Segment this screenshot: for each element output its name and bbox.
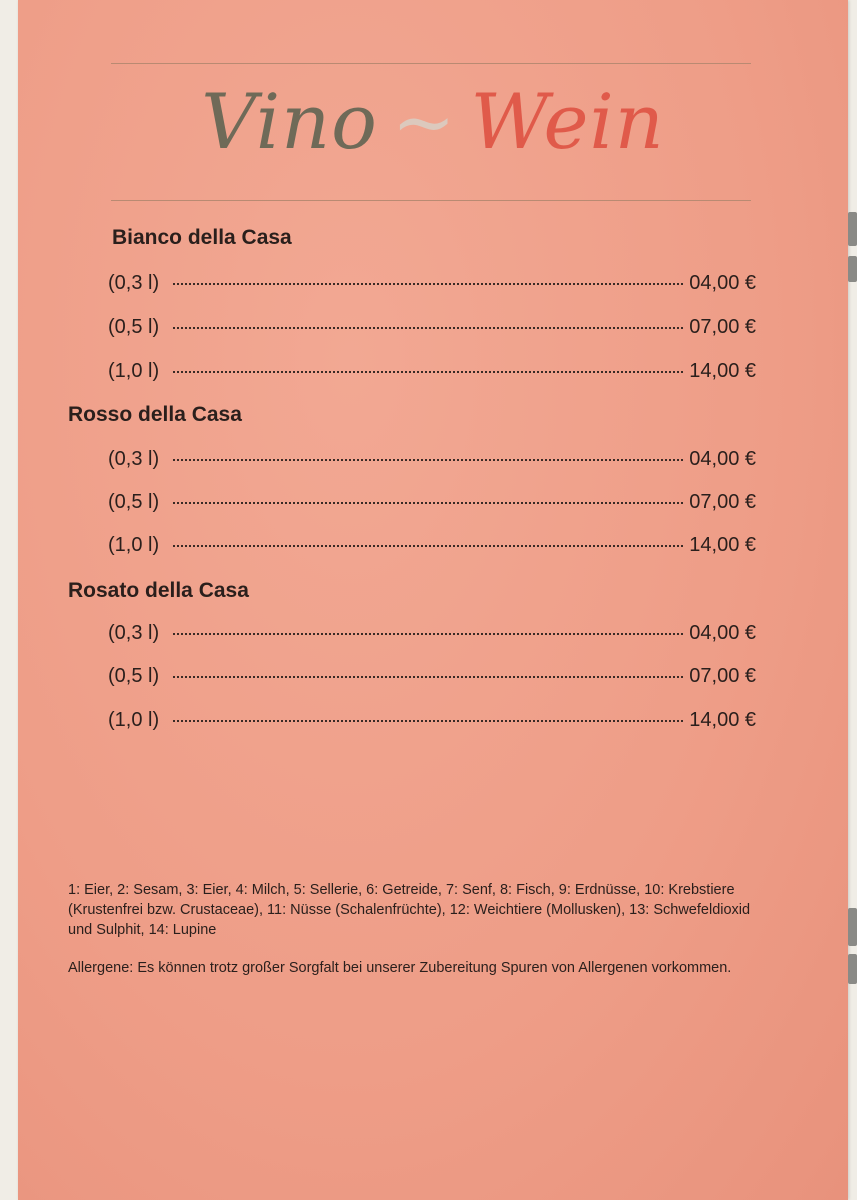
price-label: 07,00 €: [689, 665, 756, 687]
binder-clip: [848, 908, 857, 946]
price-row: [108, 360, 756, 388]
title-vino: Vino: [201, 77, 378, 166]
size-label: (1,0 l): [108, 534, 160, 556]
size-label: (0,3 l): [108, 622, 160, 644]
title-wein: Wein: [470, 77, 665, 166]
dot-leader: [173, 283, 683, 285]
allergen-list: 1: Eier, 2: Sesam, 3: Eier, 4: Milch, 5: Sellerie, 6: Getreide, 7: Senf, 8: Fisch, 9: Erdnüsse, 10: Krebstiere (Krustenfrei bzw. Crustaceae), 11: Nüsse (Schalenfrüchte), 12: Weichtiere (Mollusken), 13: Schwefeldioxid und Sulphit, 14: Lupine: [68, 882, 751, 938]
dot-leader: [173, 459, 683, 461]
price-row: [108, 316, 756, 344]
top-divider: [111, 63, 751, 64]
size-label: (0,5 l): [108, 665, 160, 687]
price-row: [108, 709, 756, 737]
price-label: 14,00 €: [689, 534, 756, 556]
dot-leader: [173, 327, 683, 329]
dot-leader: [173, 633, 683, 635]
dot-leader: [173, 545, 683, 547]
page-title: [18, 72, 848, 172]
size-label: (0,3 l): [108, 448, 160, 470]
binder-clip: [848, 954, 857, 984]
price-row: [108, 534, 756, 562]
price-label: 04,00 €: [689, 272, 756, 294]
price-label: 07,00 €: [689, 316, 756, 338]
title-separator: ~: [391, 77, 457, 166]
dot-leader: [173, 371, 683, 373]
size-label: (0,3 l): [108, 272, 160, 294]
section-title-rosso: Rosso della Casa: [68, 403, 242, 426]
price-label: 14,00 €: [689, 360, 756, 382]
bottom-divider: [111, 200, 751, 201]
price-label: 14,00 €: [689, 709, 756, 731]
size-label: (1,0 l): [108, 360, 160, 382]
price-label: 04,00 €: [689, 448, 756, 470]
section-title-bianco: Bianco della Casa: [112, 226, 292, 249]
allergen-note: Allergene: Es können trotz großer Sorgfalt bei unserer Zubereitung Spuren von Allergenen vorkommen.: [68, 960, 732, 976]
dot-leader: [173, 502, 683, 504]
menu-page: [18, 0, 848, 1200]
price-row: [108, 448, 756, 476]
size-label: (0,5 l): [108, 316, 160, 338]
price-row: [108, 491, 756, 519]
binder-clip: [848, 212, 857, 246]
size-label: (0,5 l): [108, 491, 160, 513]
dot-leader: [173, 720, 683, 722]
price-label: 07,00 €: [689, 491, 756, 513]
price-row: [108, 622, 756, 650]
price-label: 04,00 €: [689, 622, 756, 644]
section-title-rosato: Rosato della Casa: [68, 579, 249, 602]
size-label: (1,0 l): [108, 709, 160, 731]
price-row: [108, 272, 756, 300]
dot-leader: [173, 676, 683, 678]
binder-clip: [848, 256, 857, 282]
price-row: [108, 665, 756, 693]
